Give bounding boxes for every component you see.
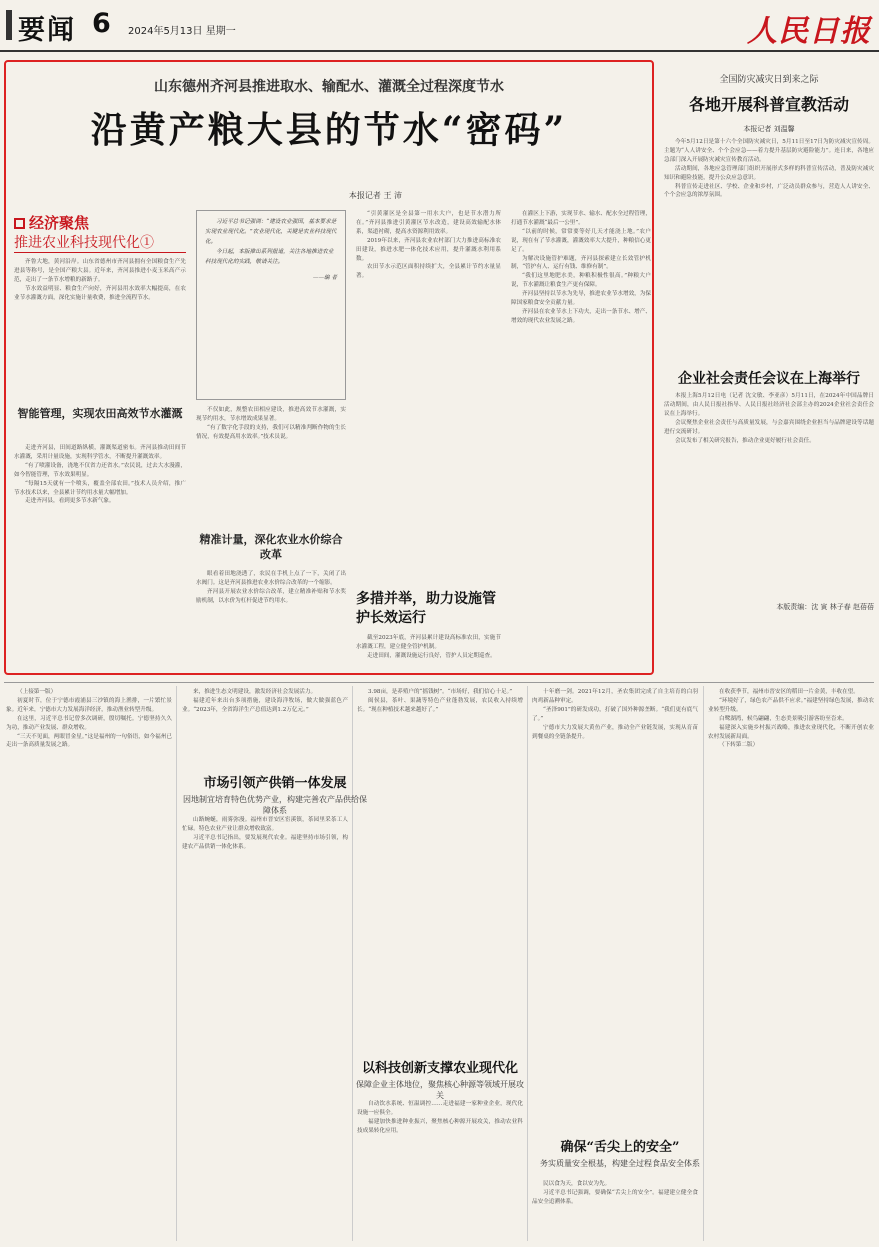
paragraph: 科普宣传走进社区、学校、企业和乡村，广泛动员群众参与，营造人人讲安全、个个会应急的浓厚氛围。: [664, 183, 874, 199]
newspaper-logo: 人民日报: [747, 14, 871, 49]
paragraph: “环境好了，绿色农产品供不应求。”福建坚持绿色发展，推动农业转型升级。: [708, 697, 874, 713]
paragraph: 不仅如此，规整农田相应建设，推进高效节水灌溉，实现节约用水，节水增效成果显著。: [196, 407, 346, 422]
right-article-byline: 本报记者 刘温馨: [743, 125, 795, 133]
subheading: 智能管理，实现农田高效节水灌溉: [17, 407, 183, 420]
paragraph: 齐河县在农业节水上下功夫，走出一条节水、增产、增效的现代农业发展之路。: [511, 308, 651, 324]
article-column: [708, 688, 874, 1240]
feature-headline[interactable]: 沿黄产粮大县的节水“密码”: [90, 109, 568, 151]
paragraph: “有了数字化手段的支持，我们可以精准判断作物的生长情况，有效提高用水效率。”技术员说。: [196, 424, 346, 440]
paragraph: “以前的时候，常常要等好几天才能浇上地。”农户说，现在有了节水灌溉，灌溉效率大大提升，种粮信心更足了。: [511, 228, 651, 253]
paragraph: 在收获季节，福州市晋安区的稻田一片金黄，丰收在望。: [719, 689, 859, 695]
lower-subheading-food-safety: 务实质量安全根基，构建全过程食品安全体系: [540, 1159, 700, 1168]
paragraph: 本报上海5月12日电（记者 沈文敏、李亚彦）5月11日，在2024年中国品牌日活动期间，由人民日报社指导、人民日报社经济社会部主办的2024企业社会责任会议在上海举行。: [664, 393, 874, 417]
paragraph: 在这里，习近平总书记曾多次调研，殷切嘱托。宁德坚持久久为功，推动产业发展、群众增收。: [6, 715, 172, 731]
square-icon: [14, 218, 25, 229]
article-column: [14, 444, 186, 672]
paragraph: 眼看着田地浇透了，农民在手机上点了一下，关闭了出水阀门。这是齐河县推进农业水价综合改革的一个缩影。: [196, 571, 346, 586]
paragraph: 习近平总书记强调，要确保“舌尖上的安全”。福建建立健全食品安全追溯体系。: [532, 1189, 698, 1205]
featured-article[interactable]: [4, 60, 654, 675]
lower-headline-food-safety[interactable]: 确保“舌尖上的安全”: [560, 1140, 680, 1155]
page-editors: 本版责编：沈 寅 林子春 赵蓓蓓: [776, 603, 874, 611]
paragraph: “每隔15天就有一个喷头，覆盖全部农田。”技术人员介绍，推广节水技术以来，全县累计节约用水量大幅增加。: [14, 480, 186, 496]
paragraph: 走进齐河县，看到更多节水新气象。: [25, 498, 115, 505]
feature-byline: 本报记者 王 沛: [348, 191, 402, 200]
page-number: 6: [92, 8, 111, 39]
section-divider: [4, 682, 874, 683]
article-column: [182, 816, 348, 1240]
right-article-kicker: 全国防灾减灾日到来之际: [719, 75, 819, 85]
paragraph: 来，推进生态文明建设，激发经济社会发展活力。: [193, 689, 317, 695]
section-marker: [6, 10, 12, 40]
paragraph: 节水效益明显、粮食生产向好，齐河县用水效率大幅提高，在农业节水灌溉方面，深化实施计量收费，推进全流程节水。: [14, 285, 186, 301]
lower-subheading-market: 因地制宜培育特色优势产业，构建完善农产品供给保障体系: [183, 795, 367, 815]
paragraph: 齐河县坚持以节水为先导，推进农业节水增效，为保障国家粮食安全贡献力量。: [511, 291, 651, 307]
article-column: [356, 634, 501, 672]
lower-headline-market[interactable]: 市场引领产供销一体发展: [203, 776, 347, 791]
paragraph: 福建深入实施乡村振兴战略，推进农业现代化，不断开创农业农村发展新局面。: [708, 724, 874, 740]
editor-note: [196, 210, 346, 400]
issue-date: 2024年5月13日 星期一: [128, 26, 236, 37]
paragraph: 2019年以来，齐河县农业农村部门大力推进高标准农田建设，推进水肥一体化技术应用，提升灌溉水利用系数。: [356, 237, 501, 262]
divider: [14, 252, 186, 253]
paragraph: 初夏时节，位于宁德市霞浦县三沙镇的海上渔排，一片繁忙景象。近年来，宁德市大力发展海洋经济，推动渔业转型升级。: [6, 697, 172, 713]
right-article2-headline[interactable]: 企业社会责任会议在上海举行: [678, 371, 860, 387]
column-divider: [352, 686, 353, 1241]
paragraph: 习近平总书记指出，要发展现代农业。福建坚持市场引领，构建农产品供销一体化体系。: [182, 834, 348, 850]
paragraph: 习近平总书记强调：“建设农业强国，基本要求是实现农业现代化。”农业现代化，关键是农业科技现代化。: [205, 219, 337, 245]
paragraph: 走进田间，灌溉设施运行良好，管护人员定期巡查。: [367, 652, 496, 659]
article-column: [6, 688, 172, 1240]
paragraph: 民以食为天，食以安为先。: [543, 1181, 611, 1187]
column-divider: [527, 686, 528, 1241]
paragraph: 农田节水示范区面积持续扩大，全县累计节约水量显著。: [356, 264, 501, 280]
article-column: [182, 688, 348, 766]
paragraph: 福建近年来出台多项措施，建设海洋牧场，做大做强蓝色产业。“2023年，全省海洋生产总值达到1.2万亿元。”: [182, 697, 348, 713]
paragraph: 会议聚焦企业社会责任与高质量发展，与会嘉宾围绕企业担当与品牌建设等话题进行交流研讨。: [664, 419, 874, 435]
feature-kicker: 山东德州齐河县推进取水、输配水、灌溉全过程深度节水: [154, 79, 504, 95]
paragraph: 在灌区上下游，实现节水、输水、配水全过程管理，打通节水灌溉“最后一公里”。: [511, 211, 651, 226]
paragraph: “有了喷灌设备，浇地不仅省力还省水。”农民说，过去大水漫灌，如今智能管理，节水效果明显。: [14, 462, 186, 478]
article-column: [511, 210, 651, 672]
article-column: [196, 406, 346, 526]
lower-subheading-innovation: 保障企业主体地位，聚焦核心种源等领域开展攻关: [356, 1080, 524, 1100]
paragraph: 3.98亩，是养殖户的“摇钱树”。“市场好，我们信心十足。”: [368, 689, 513, 695]
right-article-headline[interactable]: 各地开展科普宣教活动: [688, 95, 849, 114]
paragraph: 闽侯县，茶叶、果蔬等特色产业蓬勃发展，农民收入持续增长。“现在种植技术越来越好了。”: [357, 697, 523, 713]
article-column: [14, 258, 186, 398]
paragraph: 今年5月12日是第十六个全国防灾减灾日，5月11日至17日为防灾减灾宣传周。主题为“人人讲安全、个个会应急——着力提升基层防灾避险能力”。连日来，各地应急部门深入开展防灾减灾宣传教育活动。: [664, 139, 874, 163]
article-column: [532, 1180, 698, 1240]
paragraph: 活动期间，各地应急管理部门组织开展形式多样的科普宣传活动，普及防灾减灾知识和避险技能，提升公众应急意识。: [664, 165, 874, 181]
paragraph: 山路蜿蜒，雨雾弥漫。福州市晋安区宦溪镇，茶园里采茶工人忙碌。特色农业产业让群众增收致富。: [182, 817, 348, 832]
paragraph: “圣泽901”的研发成功，打破了国外种源垄断。“我们更有底气了。”: [532, 706, 698, 722]
article-column: [357, 688, 523, 1052]
subheading: 精准计量，深化农业水价综合改革: [199, 533, 343, 561]
right-article2-body: [664, 392, 874, 582]
paragraph: 十年磨一剑。2021年12月，圣农集团完成了自主培育的白羽肉鸡新品种审定。: [532, 689, 698, 704]
article-column: [196, 570, 346, 672]
paragraph: 走进齐河县，田间道路纵横，灌溉渠道密布。齐河县推动田间节水灌溉，采用计量设施，实现科学管水，不断提升灌溉效率。: [14, 445, 186, 460]
paragraph: “我们这里地肥水美，种粮积极性很高。”种粮大户说，节水灌溉让粮食生产更有保障。: [511, 273, 651, 289]
column-divider: [176, 686, 177, 1241]
lower-headline-innovation[interactable]: 以科技创新支撑农业现代化: [361, 1061, 518, 1076]
paragraph: （下转第二版）: [719, 742, 759, 749]
series-subtitle: 推进农业科技现代化①: [14, 235, 154, 251]
paragraph: “引黄灌区是全县第一用水大户，也是节水潜力所在。”齐河县推进引黄灌区节水改造，建设高效输配水体系，渠道衬砌，提高水资源利用效率。: [356, 211, 501, 235]
article-column: [532, 688, 698, 1130]
paragraph: 齐河县开展农业水价综合改革，建立精准补贴和节水奖励机制，以水价为杠杆促进节约用水。: [196, 588, 346, 604]
section-label: [14, 212, 89, 233]
paragraph: 会议发布了相关研究报告，推动企业更好履行社会责任。: [675, 437, 815, 444]
paragraph: 为解决设施管护难题，齐河县探索建立长效管护机制，“管护有人、运行有钱、维修有制”。: [511, 255, 651, 271]
right-article-body: [664, 138, 874, 348]
paragraph: 截至2023年底，齐河县累计建设高标准农田，实施节水灌溉工程，建立健全管护机制。: [356, 635, 501, 650]
editor-signature: ——编 者: [312, 275, 337, 281]
paragraph: 福建加快推进种业振兴，聚焦核心种源开展攻关，推动农业科技成果转化应用。: [357, 1118, 523, 1134]
paragraph: （上接第一版）: [17, 689, 57, 695]
paragraph: 自动饮水系统、恒温调控……走进福建一家种业企业，现代化设施一应俱全。: [357, 1101, 523, 1116]
paragraph: “三天不见面，两眼冒金星。”这是福州的一句俗语，如今福州已走出一条高质量发展之路。: [6, 733, 172, 749]
paragraph: 齐鲁大地，黄河沿岸。山东省德州市齐河县拥有全国粮食生产先进县等称号，是全国产粮大县。近年来，齐河县推进小麦玉米高产示范，走出了一条节水增粮的新路子。: [14, 259, 186, 283]
section-label-text: 经济聚焦: [29, 214, 90, 232]
paragraph: 白鹭湖湾，候鸟翩翩，生态美景吸引游客纷至沓来。: [719, 715, 848, 722]
article-column: [357, 1100, 523, 1240]
paragraph: 宁德市大力发展大黄鱼产业，推动全产业链发展，实现从育苗到餐桌的全链条提升。: [532, 724, 698, 740]
masthead: [0, 0, 879, 52]
article-column: [356, 210, 501, 570]
paragraph: 今日起，本版推出系列报道，关注各地推进农业科技现代化的实践，敬请关注。: [205, 249, 334, 265]
subheading: 多措并举，助力设施管护长效运行: [356, 591, 496, 626]
section-title: 要闻: [18, 15, 76, 46]
